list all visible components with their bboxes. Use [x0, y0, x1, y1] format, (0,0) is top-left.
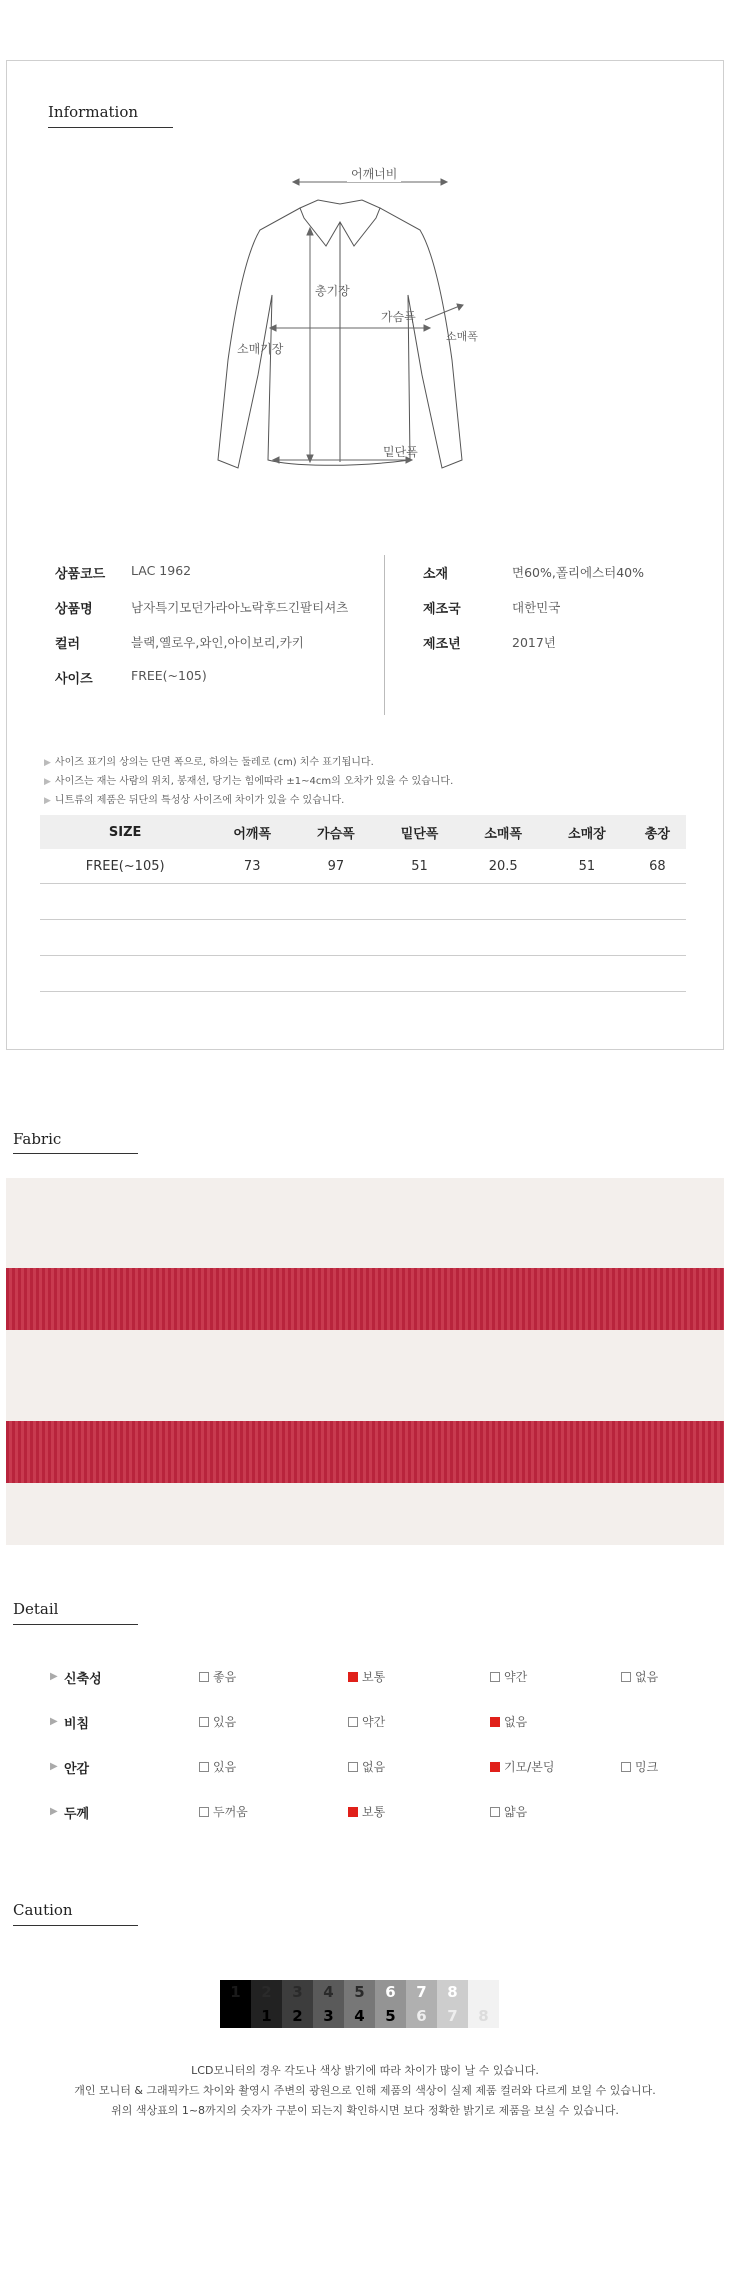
table-row	[40, 956, 686, 992]
brightness-swatch: 5	[344, 1980, 375, 2004]
size-cell: FREE(~105)	[40, 849, 210, 884]
brightness-swatch: 1	[251, 2004, 282, 2028]
detail-arrow-icon: ▶	[50, 1716, 58, 1727]
brightness-swatch: 3	[313, 2004, 344, 2028]
size-cell: 73	[210, 849, 294, 884]
table-row	[40, 920, 686, 956]
detail-label-thickness: 두께	[64, 1807, 90, 1822]
note-arrow-icon: ▶	[44, 777, 51, 787]
size-note: ▶ 사이즈 표기의 상의는 단면 폭으로, 하의는 둘레로 (cm) 치수 표기됩니다.	[44, 757, 374, 768]
detail-arrow-icon: ▶	[50, 1671, 58, 1682]
brightness-swatch: 2	[251, 1980, 282, 2004]
caution-title-underline	[13, 1925, 138, 1926]
checkbox-empty-icon	[490, 1807, 500, 1817]
checkbox-empty-icon	[621, 1762, 631, 1772]
fabric-red-stripe	[6, 1421, 724, 1483]
brightness-swatch: 2	[282, 2004, 313, 2028]
checkbox-empty-icon	[199, 1672, 209, 1682]
brightness-swatch: 6	[375, 1980, 406, 2004]
hem-label: 밑단폭	[383, 445, 418, 459]
checkbox-empty-icon	[199, 1807, 209, 1817]
spec-name-value: 남자특기모던가라아노락후드긴팔티셔츠	[131, 600, 349, 615]
detail-option[interactable]: 두꺼움	[199, 1803, 248, 1820]
spec-country-label: 제조국	[423, 602, 461, 617]
detail-option[interactable]: 밍크	[621, 1758, 658, 1775]
spec-color-value: 블랙,옐로우,와인,아이보리,카키	[131, 635, 304, 650]
brightness-swatch: 5	[375, 2004, 406, 2028]
size-header-cell: 소매폭	[461, 815, 545, 849]
caution-line: LCD모니터의 경우 각도나 색상 밝기에 따라 차이가 많이 날 수 있습니다.	[191, 2064, 539, 2077]
detail-option[interactable]: 없음	[621, 1668, 658, 1685]
brightness-swatch: 3	[282, 1980, 313, 2004]
brightness-swatch: 6	[406, 2004, 437, 2028]
detail-option[interactable]: 있음	[199, 1713, 236, 1730]
spec-size-label: 사이즈	[55, 672, 93, 687]
spec-year-label: 제조년	[423, 637, 461, 652]
brightness-swatch: 8	[468, 2004, 499, 2028]
fabric-swatch-image	[6, 1178, 724, 1545]
table-row	[40, 884, 686, 920]
brightness-swatch-top-row	[220, 1980, 499, 2004]
caution-title: Caution	[13, 1901, 73, 1919]
detail-title: Detail	[13, 1600, 59, 1618]
sleeve-length-label: 소매기장	[237, 342, 284, 356]
detail-label-stretch: 신축성	[64, 1672, 102, 1687]
detail-arrow-icon: ▶	[50, 1806, 58, 1817]
spec-year-value: 2017년	[512, 635, 556, 650]
checkbox-empty-icon	[621, 1672, 631, 1682]
size-cell: 97	[294, 849, 378, 884]
detail-label-lining: 안감	[64, 1762, 90, 1777]
spec-size-value: FREE(~105)	[131, 668, 207, 683]
caution-line: 개인 모니터 & 그래픽카드 차이와 촬영시 주변의 광원으로 인해 제품의 색상이 실제 제품 컬러와 다르게 보일 수 있습니다.	[74, 2084, 656, 2097]
information-title: Information	[48, 103, 139, 121]
spec-name-label: 상품명	[55, 602, 93, 617]
brightness-swatch-bottom-row	[220, 2004, 499, 2028]
note-arrow-icon: ▶	[44, 758, 51, 768]
fabric-red-stripe	[6, 1268, 724, 1330]
detail-option[interactable]: 얇음	[490, 1803, 527, 1820]
chest-label: 가슴폭	[381, 310, 416, 324]
detail-option[interactable]: 있음	[199, 1758, 236, 1775]
size-header-cell: SIZE	[40, 815, 210, 849]
spec-code-value: LAC 1962	[131, 563, 192, 578]
checkbox-checked-icon	[348, 1807, 358, 1817]
detail-option-selected[interactable]: 보통	[348, 1803, 385, 1820]
brightness-swatch: 4	[344, 2004, 375, 2028]
spec-material-value: 면60%,폴리에스터40%	[512, 565, 644, 580]
detail-arrow-icon: ▶	[50, 1761, 58, 1772]
shoulder-label: 어깨너비	[347, 165, 401, 182]
detail-option[interactable]: 좋음	[199, 1668, 236, 1685]
detail-option[interactable]: 약간	[348, 1713, 385, 1730]
caution-line: 위의 색상표의 1~8까지의 숫자가 구분이 되는지 확인하시면 보다 정확한 밝기로 제품을 보실 수 있습니다.	[111, 2104, 619, 2117]
size-cell: 68	[629, 849, 686, 884]
size-cell: 20.5	[461, 849, 545, 884]
brightness-swatch	[468, 1980, 499, 2004]
size-cell: 51	[378, 849, 462, 884]
spec-color-label: 컬러	[55, 637, 81, 652]
checkbox-checked-icon	[348, 1672, 358, 1682]
detail-title-underline	[13, 1624, 138, 1625]
size-header-cell: 소매장	[545, 815, 629, 849]
total-length-label: 총기장	[315, 284, 350, 298]
detail-option[interactable]: 약간	[490, 1668, 527, 1685]
checkbox-empty-icon	[348, 1717, 358, 1727]
size-table	[40, 815, 686, 992]
detail-option-selected[interactable]: 보통	[348, 1668, 385, 1685]
checkbox-empty-icon	[199, 1762, 209, 1772]
spec-divider	[384, 555, 385, 715]
table-row	[40, 849, 686, 884]
detail-option-selected[interactable]: 기모/본딩	[490, 1758, 554, 1775]
size-header-cell: 밑단폭	[378, 815, 462, 849]
checkbox-checked-icon	[490, 1762, 500, 1772]
spec-country-value: 대한민국	[512, 600, 561, 615]
detail-option[interactable]: 없음	[348, 1758, 385, 1775]
spec-material-label: 소재	[423, 567, 449, 582]
brightness-swatch: 8	[437, 1980, 468, 2004]
spec-code-label: 상품코드	[55, 567, 106, 582]
detail-label-sheerness: 비침	[64, 1717, 90, 1732]
brightness-swatch: 4	[313, 1980, 344, 2004]
brightness-swatch: 7	[437, 2004, 468, 2028]
garment-size-diagram	[200, 160, 530, 500]
checkbox-empty-icon	[490, 1672, 500, 1682]
detail-option-selected[interactable]: 없음	[490, 1713, 527, 1730]
size-note: ▶ 사이즈는 재는 사람의 위치, 봉재선, 당기는 힘에따라 ±1~4cm의 오차가 있을 수 있습니다.	[44, 776, 454, 787]
size-table-header	[40, 815, 686, 849]
brightness-swatch: 1	[220, 1980, 251, 2004]
checkbox-empty-icon	[348, 1762, 358, 1772]
size-note: ▶ 니트류의 제품은 뒤단의 특성상 사이즈에 차이가 있을 수 있습니다.	[44, 795, 345, 806]
checkbox-checked-icon	[490, 1717, 500, 1727]
fabric-title: Fabric	[13, 1130, 62, 1148]
size-header-cell: 어깨폭	[210, 815, 294, 849]
sleeve-width-label: 소매폭	[446, 330, 478, 343]
fabric-title-underline	[13, 1153, 138, 1154]
checkbox-empty-icon	[199, 1717, 209, 1727]
size-header-cell: 가슴폭	[294, 815, 378, 849]
brightness-swatch	[220, 2004, 251, 2028]
size-header-cell: 총장	[629, 815, 686, 849]
size-cell: 51	[545, 849, 629, 884]
information-title-underline	[48, 127, 173, 128]
note-arrow-icon: ▶	[44, 796, 51, 806]
brightness-swatch: 7	[406, 1980, 437, 2004]
